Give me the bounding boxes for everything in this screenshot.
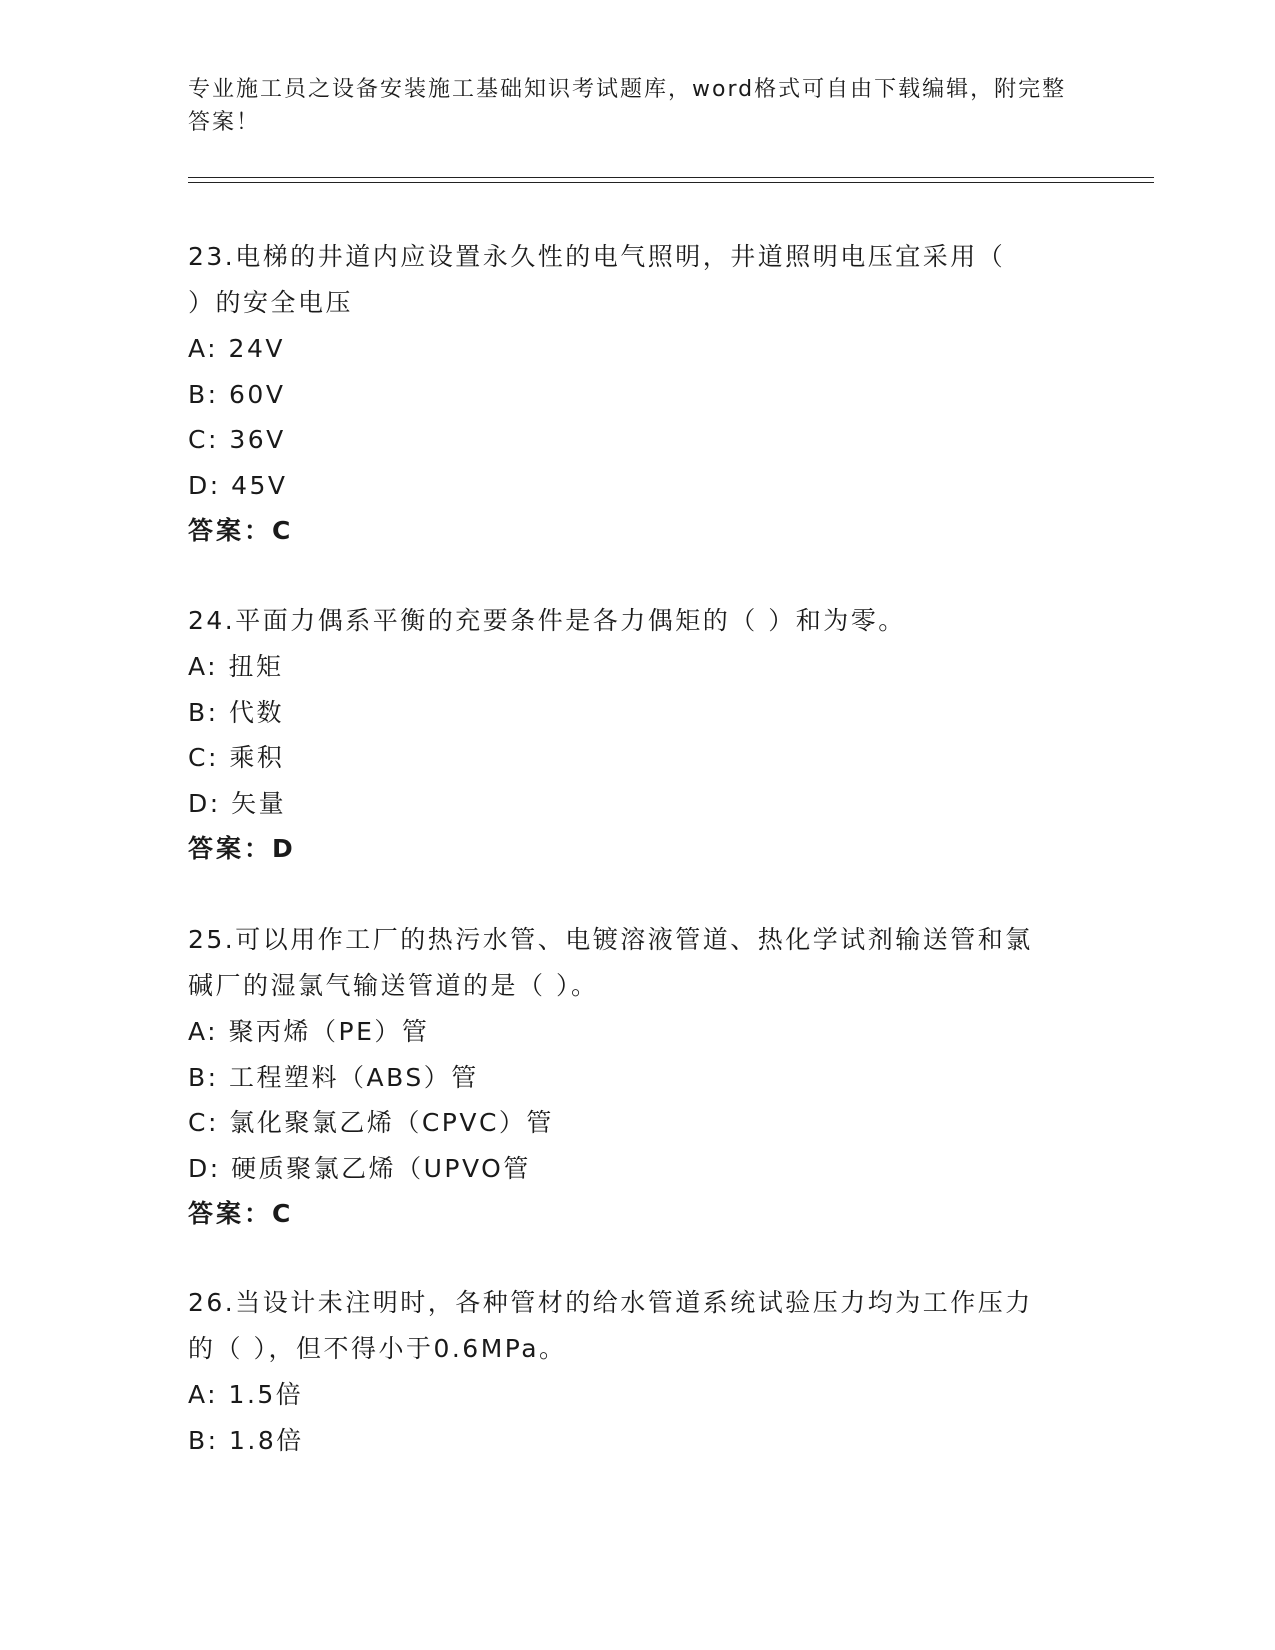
answer-line: 答案：D — [188, 834, 296, 863]
option-b: B: 工程塑料（ABS）管 — [188, 1062, 479, 1092]
option-d: D: 矢量 — [188, 788, 287, 818]
question-26 — [188, 1280, 1088, 1463]
header-divider-top — [188, 177, 1154, 178]
question-stem-line: ）的安全电压 — [188, 288, 354, 317]
question-stem-line: 的（ ），但不得小于0.6MPa。 — [188, 1334, 567, 1363]
question-stem-line: 24.平面力偶系平衡的充要条件是各力偶矩的（ ）和为零。 — [188, 606, 906, 635]
question-stem-line: 26.当设计未注明时，各种管材的给水管道系统试验压力均为工作压力 — [188, 1288, 1033, 1317]
option-a: A: 扭矩 — [188, 652, 284, 681]
question-stem-line: 碱厂的湿氯气输送管道的是（ ）。 — [188, 971, 599, 1000]
option-b: B: 60V — [188, 379, 286, 409]
question-stem-line: 25.可以用作工厂的热污水管、电镀溶液管道、热化学试剂输送管和氯 — [188, 925, 1033, 954]
option-c: C: 氯化聚氯乙烯（CPVC）管 — [188, 1108, 554, 1137]
question-24 — [188, 598, 1088, 872]
option-b: B: 1.8倍 — [188, 1425, 304, 1455]
document-header: 专业施工员之设备安装施工基础知识考试题库，word格式可自由下载编辑，附完整答案！ — [188, 77, 1067, 135]
option-d: D: 45V — [188, 470, 288, 500]
answer-line: 答案：C — [188, 1199, 294, 1228]
option-a: A: 1.5倍 — [188, 1380, 304, 1409]
answer-line: 答案：C — [188, 516, 294, 545]
option-c: C: 36V — [188, 425, 286, 454]
question-23 — [188, 234, 1088, 554]
option-a: A: 聚丙烯（PE）管 — [188, 1017, 430, 1046]
header-divider-bottom — [188, 182, 1154, 183]
question-stem-line: 23.电梯的井道内应设置永久性的电气照明，井道照明电压宜采用（ — [188, 242, 1006, 271]
question-25 — [188, 917, 1088, 1237]
option-d: D: 硬质聚氯乙烯（UPVO管 — [188, 1153, 531, 1183]
option-b: B: 代数 — [188, 697, 285, 727]
option-a: A: 24V — [188, 334, 285, 363]
option-c: C: 乘积 — [188, 743, 285, 772]
